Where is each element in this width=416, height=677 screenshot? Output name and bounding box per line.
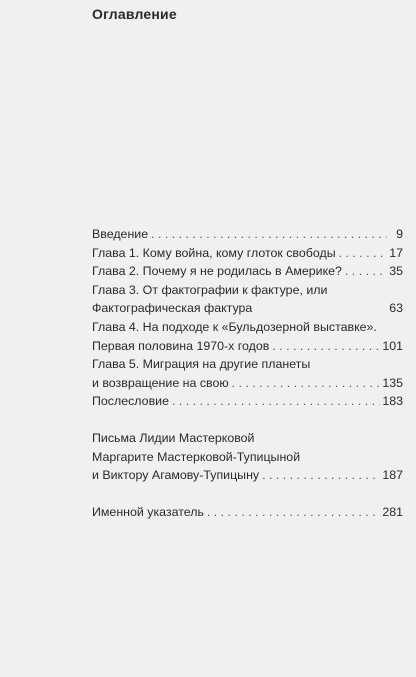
toc-entry-chapter-4[interactable]	[92, 318, 403, 355]
toc-entry-text: Глава 4. На подходе к «Бульдозерной выставке».	[92, 319, 377, 334]
toc-entry-name-index[interactable]	[92, 503, 403, 522]
toc-entry-text: Маргарите Мастерковой-Тупицыной	[92, 449, 301, 464]
toc-entry-text: Глава 1. Кому война, кому глоток свободы	[92, 245, 336, 260]
toc-entry-chapter-5[interactable]	[92, 355, 403, 392]
toc-entry-letters[interactable]	[92, 429, 403, 485]
toc-entry-line	[92, 374, 403, 393]
toc-page-number: 183	[382, 394, 403, 409]
dot-leader	[207, 503, 380, 522]
toc-entry-text: Глава 2. Почему я не родилась в Америке?	[92, 264, 342, 279]
dot-leader	[151, 225, 387, 244]
toc-entry-chapter-1[interactable]	[92, 244, 403, 263]
table-of-contents	[92, 225, 403, 521]
toc-entry-line	[92, 355, 403, 374]
toc-entry-text: и возвращение на свою	[92, 375, 229, 390]
toc-entry-text: Глава 3. От фактографии к фактуре, или	[92, 282, 328, 297]
toc-page-number: 187	[382, 468, 403, 483]
section-gap	[92, 411, 403, 429]
toc-entry-text: Именной указатель	[92, 504, 204, 519]
toc-entry-line	[92, 429, 403, 448]
toc-entry-text: Глава 5. Миграция на другие планеты	[92, 357, 311, 372]
toc-entry-line	[92, 337, 403, 356]
page-title: Оглавление	[92, 6, 177, 22]
toc-entry-afterword[interactable]	[92, 392, 403, 411]
section-gap	[92, 485, 403, 503]
toc-entry-text: и Виктору Агамову-Тупицыну	[92, 468, 260, 483]
toc-entry-line	[92, 281, 403, 300]
dot-leader	[172, 392, 380, 411]
toc-entry-text: Введение	[92, 227, 149, 241]
toc-page-number: 63	[389, 301, 403, 316]
toc-page-number: 101	[382, 338, 403, 353]
toc-page-number: 35	[389, 264, 403, 279]
toc-entry-chapter-3[interactable]	[92, 281, 403, 318]
toc-page-number: 281	[382, 504, 403, 519]
toc-entry-line	[92, 466, 403, 485]
dot-leader	[262, 466, 380, 485]
toc-entry-line	[92, 318, 403, 337]
toc-entry-line	[92, 448, 403, 467]
toc-entry-text: Первая половина 1970-х годов	[92, 338, 270, 353]
toc-entry-text: Фактографическая фактура	[92, 301, 253, 316]
dot-leader	[345, 262, 387, 281]
toc-page-number: 17	[389, 245, 403, 260]
toc-entry-chapter-2[interactable]	[92, 262, 403, 281]
toc-entry-line	[92, 299, 403, 318]
dot-leader	[339, 244, 387, 263]
dot-leader	[272, 337, 380, 356]
toc-entry-text: Письма Лидии Мастерковой	[92, 430, 255, 445]
toc-page-number: 9	[396, 227, 403, 241]
toc-entry-introduction[interactable]	[92, 225, 403, 244]
toc-page-number: 135	[382, 375, 403, 390]
dot-leader	[232, 374, 381, 393]
toc-entry-text: Послесловие	[92, 394, 169, 409]
